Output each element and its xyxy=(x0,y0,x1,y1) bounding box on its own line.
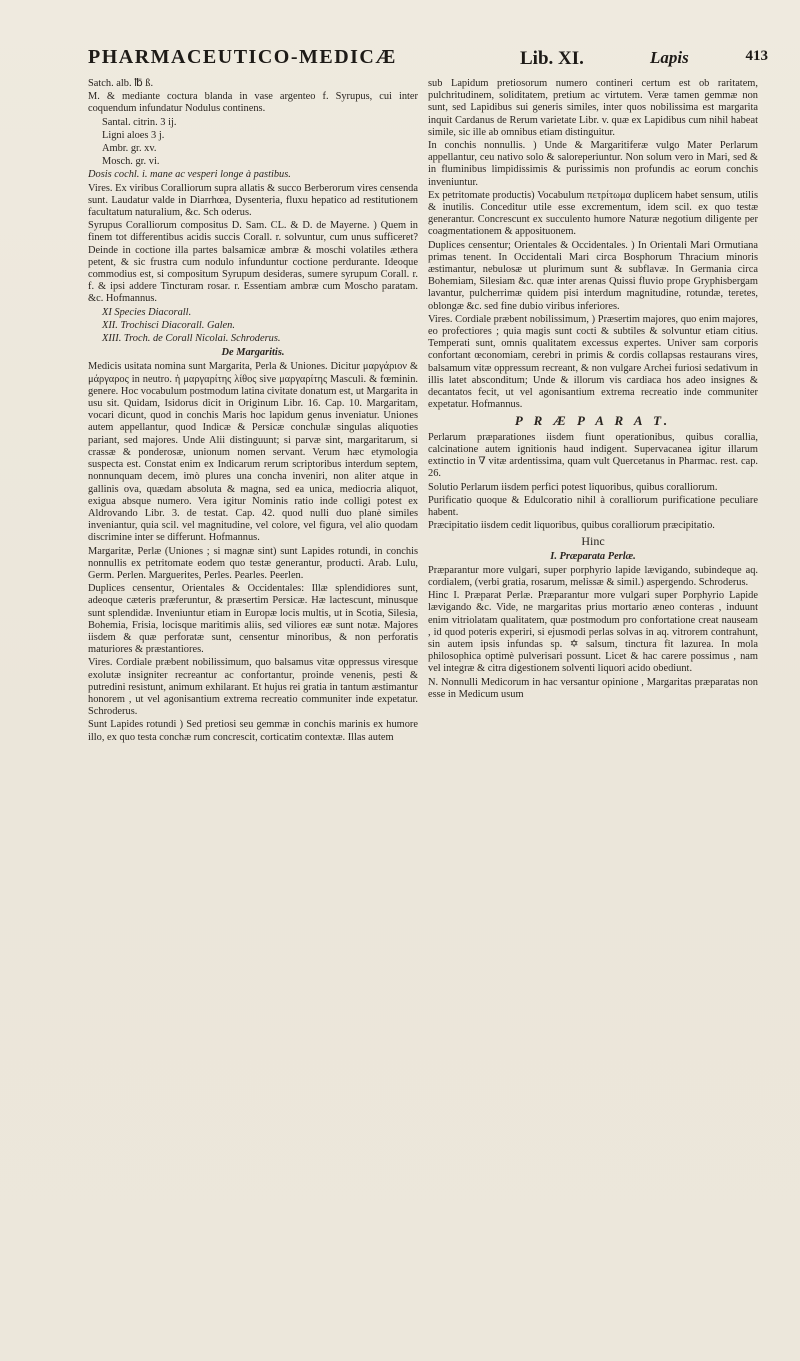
paragraph: sub Lapidum pretiosorum numero contineri certum est ob raritatem, pulchritudinem, soliditatem, pretium ac virtutem. Veræ tamen gemmæ non sunt, sed Lapidibus sui generis similes, inter quos nobilissima est margarita inquit Cardanus de Rerum varietate Libr. v. quæ ex Lapidibus cum nihil habeat simile, sic ille ab omnibus etiam distinguitur. xyxy=(428,78,758,138)
recipe-line: Santal. citrin. 3 ij. xyxy=(102,116,177,128)
paragraph: Vires. Cordiale præbent nobilissimum, quo balsamus vitæ oppressus viresque exolutæ insigniter recreantur ac confortantur, proinde venenis, pesti & putredini resistunt, animum exhilarant. Et hujus rei gratia in tantum æstimantur honorem , ut vel agonisantium extrema recreatio communiter inde expetatur. Schroderus. xyxy=(88,657,418,718)
header-book: Lib. XI. xyxy=(520,48,584,69)
list-item: XI Species Diacorall. xyxy=(102,306,192,318)
paragraph: Ex petritomate productis) Vocabulum πετρίτωμα duplicem habet sensum, utilis & inutilis. Conceditur utile esse excrementum, idem scil. ex quo testæ generantur. Concrescunt ex succulento humore Naturæ negotium diligente per coagmentationem & apposituonem. xyxy=(428,189,758,238)
paragraph: Præcipitatio iisdem cedit liquoribus, quibus coralliorum præcipitatio. xyxy=(428,520,715,532)
left-column xyxy=(88,78,418,1328)
header-catchword: Lapis xyxy=(650,48,689,67)
paragraph: Vires. Cordiale præbent nobilissimum, ) Præsertim majores, quo enim majores, eo profectiores ; quia magis sunt cocti & subtiles & solvuntur etiam citius. Temperati sunt, omnis qualitatem excessus expertes. Univer sam corporis confortant œconomiam, cerebri in primis & cordis collapsas restaurans vires, balsamum vitæ oppressum recreant, & non vulgare Archei furiosi sedativum in illis latet absconditum; Unde & illorum vis cardiaca hos adeo insignes & decantatos fecit, ut vel agonisantium extrema recreatio inde communiter expetatur. Hofmannus. xyxy=(428,313,758,411)
recipe-line: Mosch. gr. vi. xyxy=(102,156,160,168)
subheading: Hinc xyxy=(581,534,605,549)
paragraph: Præparantur more vulgari, super porphyrio lapide lævigando, subindeque aq. cordialem, (verbi gratia, rosarum, melissæ & simil.) aspergendo. Schroderus. xyxy=(428,564,758,588)
paragraph: Syrupus Coralliorum compositus D. Sam. CL. & D. de Mayerne. ) Quem in finem tot differentibus acidis succis Corall. r. solvuntur, cum unus sufficeret? Deinde in coctione illa partes balsamicæ ambræ & moschi volatiles æthera petent, & sic frustra cum nodulo infunduntur coctione perdurante. Ideoque commodius est, si compositum Syrupum desideras, sumere syrupum Corall. r. f. & ipsi addere Tincturam rosar. r. Essentiam ambræ cum Moscho paratam. &c. Hofmannus. xyxy=(88,220,418,305)
list-item: XII. Trochisci Diacorall. Galen. xyxy=(102,319,235,331)
running-header xyxy=(88,46,768,78)
recipe-line: Ligni aloes 3 j. xyxy=(102,129,165,141)
paragraph: Hinc I. Præparat Perlæ. Præparantur more vulgari super Porphyrio Lapide lævigando &c. Vide, ne margaritas prius mortario æneo conteras , induunt enim vitriolatam qualitatem, quæ postmodum pro confortatione creat nauseam , id quod poteris experiri, si ejusmodi perlas solvas in aq. vitrorem contrahunt, sin autem ipsis infundas sp. ✡ salsum, tinctura fit lazurea. In mola philosophica optimè pulverisari possunt. Licet & hac carere possimus , nam vel integræ & citra digestionem solventi liquori acido obediunt. xyxy=(428,590,758,675)
paragraph: N. Nonnulli Medicorum in hac versantur opinione , Margaritas præparatas non esse in Medicum usum xyxy=(428,676,758,700)
paragraph: In conchis nonnullis. ) Unde & Margaritiferæ vulgo Mater Perlarum appellantur, ceu nativo solo & saloreperiuntur. Non solum vero in Mari, sed & in fluminibus limpidissimis & purissimis non profundis ac eorum conchis inveniuntur. xyxy=(428,140,758,188)
paragraph: Satch. alb. ℔ ß. xyxy=(88,78,154,89)
paragraph: Duplices censentur, Orientales & Occidentales: Illæ splendidiores sunt, adeoque cæteris præferuntur, & præsertim Persicæ. Hæ lactescunt, minusque sunt splendidæ. Inveniuntur etiam in Europæ locis multis, ut in Scotia, Silesia, Bohemia, Frisia, locisque maritimis aliis, sed viliores eæ sunt notæ. Majores iisdem & quæ perforatæ sunt, censentur minoribus, & non perforatis maturiores & præstantiores. xyxy=(88,583,418,656)
paragraph: Vires. Ex viribus Coralliorum supra allatis & succo Berberorum vires censenda sunt. Laudatur valde in Diarrhœa, Dysenteria, fluxu hepatico ad restitutionem facultatum naturalium, &c. Sch oderus. xyxy=(88,182,418,219)
list-item: XIII. Troch. de Corall Nicolai. Schroderus. xyxy=(102,333,281,345)
paragraph: Dosis cochl. i. mane ac vesperi longe à pastibus. xyxy=(88,169,291,181)
paragraph: Sunt Lapides rotundi ) Sed pretiosi seu gemmæ in conchis marinis ex humore illo, ex quo testa conchæ rum concrescit, corticatim contextæ. Illas autem xyxy=(88,719,418,743)
section-heading: P R Æ P A R A T. xyxy=(514,413,672,429)
section-heading: De Margaritis. xyxy=(221,347,285,359)
paragraph: Perlarum præparationes iisdem fiunt operationibus, quibus corallia, calcinatione autem ignitionis haud indigent. Supervacanea igitur illarum extinctio in ∇ vitæ ardentissima, quam vult Quercetanus in Pharmac. rest. cap. 26. xyxy=(428,431,758,480)
page-number: 413 xyxy=(745,48,768,64)
paragraph: Purificatio quoque & Edulcoratio nihil à coralliorum purificatione peculiare habent. xyxy=(428,494,758,518)
paragraph: Solutio Perlarum iisdem perfici potest liquoribus, quibus coralliorum. xyxy=(428,481,718,493)
right-column xyxy=(428,78,758,1328)
paragraph: Margaritæ, Perlæ (Uniones ; si magnæ sint) sunt Lapides rotundi, in conchis nonnullis ex petritomate eodem quo testæ generantur, producti. Arab. Lulu, Germ. Perlen. Marguerites, Perles. Pearles. Peerlen. xyxy=(88,545,418,581)
header-title: PHARMACEUTICO-MEDICÆ xyxy=(88,46,397,68)
subheading: I. Præparata Perlæ. xyxy=(550,550,636,562)
paragraph: Medicis usitata nomina sunt Margarita, Perla & Uniones. Dicitur μαργάριον & μάργαρος in neutro. ἡ μαργαρίτης λίθος sive μαργαρίτης Masculi. & fœminin. genere. Hoc vocabulum postmodum latina civitate donatum est, ut Margarita in usu sit. Quidam, Isidorus dicit in Originum Libr. 16. Cap. 10. Margaritam, vocari dicunt, quod in conchis Maris hoc lapidum genus inveniatur. Uniones autem appellantur, quod Indicæ & Persicæ conchulæ singulas aliquoties pariant, sed majores. Unde Alii distinguunt; si parvæ sint, margaritarum, si crassæ & ponderosæ, unionum nomen servant. Verum hæc etymologia suspecta est. Constat enim ex Indicarum rerum scriptoribus interdum septem, nonnunquam decem, imò plures una concha inveniri, non aliter atque in gallinis ova, quædam absoluta & magna, sed ea unica, mediocria aliquot, exigua absque numero. Vera igitur Nominis ratio inde colligi potest ex Aldrovando Libr. 3. de testat. Cap. 42. quod nulli duo planè similes inveniantur, quia scil. vel magnitudine, vel colore, vel figura, vel alio quodam discrimine inter se differunt. Hofmannus. xyxy=(88,361,418,544)
recipe-line: Ambr. gr. xv. xyxy=(102,143,157,155)
paragraph: Duplices censentur; Orientales & Occidentales. ) In Orientali Mari Ormutiana primas tenent. In Occidentali Mari circa Bosphorum Thracium minoris æstimantur, nebulosæ ut plurimum sunt & subflavæ. In Germania circa Bohemiam, Silesiam &c. quæ inter arenas Quissi fluvio prope Gryphisbergam lavantur, pulcherrimæ quidem pisi interdum magnitudine, rotundæ, teretes, oblongæ &c. sed fine dubio viribus inferiores. xyxy=(428,239,758,312)
paragraph: M. & mediante coctura blanda in vase argenteo f. Syrupus, cui inter coquendum infundatur Nodulus continens. xyxy=(88,91,418,115)
